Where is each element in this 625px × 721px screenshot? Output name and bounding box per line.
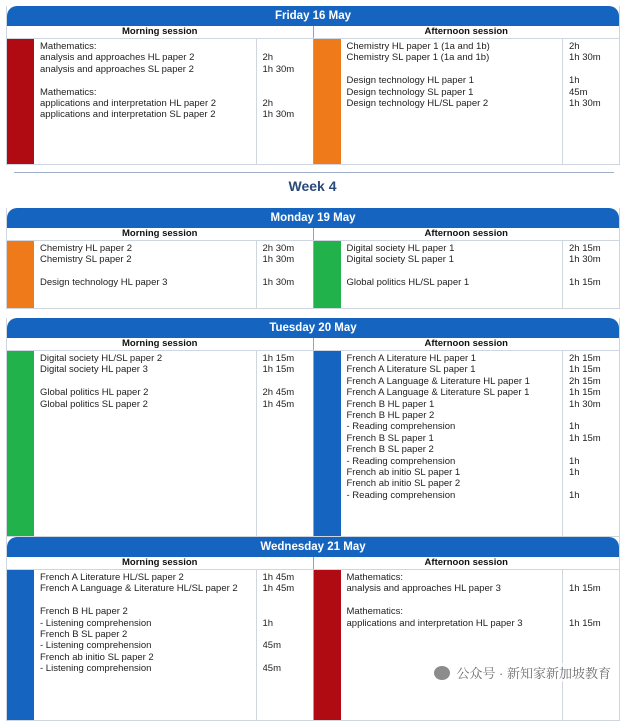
exam-name: Mathematics: xyxy=(346,572,403,583)
exam-duration xyxy=(569,606,619,617)
exam-name xyxy=(347,64,563,75)
exam-duration xyxy=(263,595,313,606)
exam-duration: 1h 45m xyxy=(262,583,295,595)
exam-duration xyxy=(569,64,619,75)
exam-name: - Reading comprehension xyxy=(346,455,456,467)
exam-name: French B SL paper 2 xyxy=(40,628,128,640)
exam-names-column xyxy=(341,39,564,164)
durations-column xyxy=(563,570,619,720)
exam-duration xyxy=(263,376,313,387)
morning-session-panel xyxy=(7,351,314,536)
exam-names-column xyxy=(341,351,564,536)
exam-name: Digital society SL paper 1 xyxy=(346,254,454,266)
watermark-text: 公众号 · 新知家新加坡教育 xyxy=(456,666,611,681)
exam-name: Design technology HL/SL paper 2 xyxy=(346,97,489,109)
exam-duration xyxy=(569,444,619,455)
exam-duration: 1h 30m xyxy=(262,63,295,75)
morning-session-panel xyxy=(7,39,314,164)
day-title: Wednesday 21 May xyxy=(7,537,619,557)
exam-duration xyxy=(263,87,313,98)
exam-names-column xyxy=(34,241,257,308)
exam-duration xyxy=(263,75,313,86)
afternoon-session-panel xyxy=(314,351,620,536)
wechat-icon xyxy=(434,666,450,680)
day-body xyxy=(7,570,619,720)
exam-names-column xyxy=(34,570,257,720)
subject-color-bar xyxy=(314,39,341,164)
exam-duration xyxy=(569,410,619,421)
exam-duration: 1h 15m xyxy=(569,277,601,289)
day-title: Friday 16 May xyxy=(7,6,619,26)
exam-duration xyxy=(263,266,313,277)
exam-name: analysis and approaches HL paper 3 xyxy=(346,583,501,595)
exam-duration: 2h 15m xyxy=(569,243,601,254)
day-title: Monday 19 May xyxy=(7,208,619,228)
afternoon-session-label: Afternoon session xyxy=(424,26,508,37)
exam-duration: 45m xyxy=(262,663,281,675)
exam-name: French ab initio SL paper 1 xyxy=(346,466,461,478)
session-header-row xyxy=(7,557,619,570)
subject-color-bar xyxy=(7,351,34,536)
exam-name: applications and interpretation HL paper 2 xyxy=(40,97,217,109)
exam-name: - Listening comprehension xyxy=(40,663,152,675)
exam-duration: 1h 30m xyxy=(262,277,295,289)
exam-duration: 1h xyxy=(569,489,580,501)
afternoon-session-panel xyxy=(314,241,620,308)
exam-name: - Listening comprehension xyxy=(40,617,152,629)
exam-duration: 1h 30m xyxy=(569,97,601,109)
exam-name: French B SL paper 2 xyxy=(346,444,434,456)
exam-duration: 1h 30m xyxy=(569,398,601,410)
exam-duration: 45m xyxy=(569,86,588,98)
exam-duration: 1h 45m xyxy=(262,572,295,583)
exam-name: French A Language & Literature HL paper 1 xyxy=(346,375,530,387)
exam-duration xyxy=(263,652,313,663)
afternoon-session-label: Afternoon session xyxy=(424,228,508,239)
exam-name: French A Literature HL paper 1 xyxy=(346,353,477,364)
exam-name: Design technology HL paper 1 xyxy=(346,75,474,87)
exam-name: Global politics SL paper 2 xyxy=(40,398,148,410)
exam-duration: 1h 15m xyxy=(262,364,295,376)
day-block xyxy=(6,6,620,165)
exam-duration: 2h 15m xyxy=(569,375,601,387)
exam-name: Global politics HL/SL paper 1 xyxy=(346,277,470,289)
exam-name: Global politics HL paper 2 xyxy=(40,387,149,399)
exam-duration: 1h 15m xyxy=(569,432,601,444)
exam-name xyxy=(40,75,256,86)
exam-name: analysis and approaches SL paper 2 xyxy=(40,63,194,75)
exam-name: Chemistry HL paper 2 xyxy=(40,243,133,254)
exam-name: Chemistry HL paper 1 (1a and 1b) xyxy=(346,41,490,52)
exam-name: French B HL paper 1 xyxy=(346,398,435,410)
subject-color-bar xyxy=(7,241,34,308)
exam-duration xyxy=(263,629,313,640)
session-header-row xyxy=(7,228,619,241)
subject-color-bar xyxy=(7,39,34,164)
exam-duration: 1h 30m xyxy=(569,254,601,266)
exam-duration: 1h 30m xyxy=(262,254,295,266)
exam-duration: 1h 15m xyxy=(569,387,601,399)
exam-duration: 1h xyxy=(569,455,580,467)
afternoon-session-panel xyxy=(314,570,620,720)
exam-name: French B HL paper 2 xyxy=(40,606,128,618)
durations-column xyxy=(563,351,619,536)
exam-duration: 1h xyxy=(569,466,580,478)
exam-duration xyxy=(569,266,619,277)
exam-duration: 2h 30m xyxy=(262,243,295,254)
day-block xyxy=(6,208,620,309)
durations-column xyxy=(563,39,619,164)
exam-name xyxy=(40,595,256,606)
exam-duration xyxy=(263,606,313,617)
morning-session-label: Morning session xyxy=(7,338,314,350)
exam-name: Chemistry SL paper 1 (1a and 1b) xyxy=(346,52,490,64)
exam-name: French ab initio SL paper 2 xyxy=(346,478,461,490)
afternoon-session-label: Afternoon session xyxy=(424,557,508,568)
durations-column xyxy=(257,241,313,308)
exam-duration xyxy=(569,572,619,583)
subject-color-bar xyxy=(314,351,341,536)
exam-duration: 1h 30m xyxy=(569,52,601,64)
exam-duration: 1h xyxy=(569,421,580,433)
exam-name: French A Literature SL paper 1 xyxy=(346,364,476,376)
day-body xyxy=(7,39,619,164)
morning-session-label: Morning session xyxy=(7,228,314,240)
exam-name xyxy=(347,595,563,606)
exam-name: French B HL paper 2 xyxy=(346,409,435,421)
day-title: Tuesday 20 May xyxy=(7,318,619,338)
exam-duration: 1h 15m xyxy=(569,617,601,629)
exam-name: French ab initio SL paper 2 xyxy=(40,651,154,663)
exam-name: Chemistry SL paper 2 xyxy=(40,254,132,266)
morning-session-label: Morning session xyxy=(7,557,314,569)
exam-name: Mathematics: xyxy=(346,606,403,618)
afternoon-session-label: Afternoon session xyxy=(424,338,508,349)
subject-color-bar xyxy=(7,570,34,720)
exam-duration: 1h 30m xyxy=(262,109,295,121)
exam-names-column xyxy=(341,241,564,308)
morning-session-panel xyxy=(7,570,314,720)
exam-name: Design technology SL paper 1 xyxy=(346,86,474,98)
exam-name: Design technology HL paper 3 xyxy=(40,277,168,289)
day-block xyxy=(6,318,620,537)
exam-duration: 45m xyxy=(262,640,281,652)
watermark xyxy=(434,663,611,682)
exam-name xyxy=(40,376,256,387)
durations-column xyxy=(257,39,313,164)
exam-name: Digital society HL paper 1 xyxy=(346,243,455,254)
exam-names-column xyxy=(34,39,257,164)
exam-name xyxy=(40,266,256,277)
day-block xyxy=(6,537,620,721)
exam-duration: 1h xyxy=(569,75,580,87)
afternoon-session-panel xyxy=(314,39,620,164)
exam-name: French A Literature HL/SL paper 2 xyxy=(40,572,184,583)
exam-name: - Reading comprehension xyxy=(346,489,456,501)
session-header-row xyxy=(7,338,619,351)
exam-names-column xyxy=(341,570,564,720)
exam-name: French A Language & Literature SL paper 1 xyxy=(346,387,530,399)
morning-session-label: Morning session xyxy=(7,26,314,38)
exam-duration: 1h 45m xyxy=(262,398,295,410)
week-title: Week 4 xyxy=(288,178,337,194)
exam-name: French A Language & Literature HL/SL paper 2 xyxy=(40,583,238,595)
exam-duration xyxy=(569,595,619,606)
morning-session-panel xyxy=(7,241,314,308)
subject-color-bar xyxy=(314,570,341,720)
exam-duration: 2h xyxy=(262,97,274,109)
durations-column xyxy=(563,241,619,308)
exam-duration: 1h 15m xyxy=(569,364,601,376)
exam-name: Digital society HL paper 3 xyxy=(40,364,148,376)
exam-duration: 1h 15m xyxy=(262,353,295,364)
day-body xyxy=(7,241,619,308)
exam-name: - Reading comprehension xyxy=(346,421,456,433)
exam-duration: 2h 45m xyxy=(262,387,295,399)
durations-column xyxy=(257,351,313,536)
exam-name: - Listening comprehension xyxy=(40,640,152,652)
exam-name: applications and interpretation HL paper 3 xyxy=(346,617,523,629)
exam-duration: 1h 15m xyxy=(569,583,601,595)
exam-duration xyxy=(263,41,313,52)
exam-duration: 1h xyxy=(262,617,274,629)
exam-duration: 2h xyxy=(569,41,580,52)
exam-name: Digital society HL/SL paper 2 xyxy=(40,353,163,364)
exam-duration xyxy=(569,478,619,489)
session-header-row xyxy=(7,26,619,39)
exam-name: analysis and approaches HL paper 2 xyxy=(40,52,195,64)
exam-names-column xyxy=(34,351,257,536)
exam-name: Mathematics: xyxy=(40,41,97,52)
exam-name: French B SL paper 1 xyxy=(346,432,434,444)
exam-duration: 2h xyxy=(262,52,274,64)
durations-column xyxy=(257,570,313,720)
exam-duration: 2h 15m xyxy=(569,353,601,364)
week-divider xyxy=(14,172,614,173)
exam-name: applications and interpretation SL paper 2 xyxy=(40,109,216,121)
day-body xyxy=(7,351,619,536)
subject-color-bar xyxy=(314,241,341,308)
exam-name xyxy=(347,266,563,277)
exam-name: Mathematics: xyxy=(40,86,97,98)
